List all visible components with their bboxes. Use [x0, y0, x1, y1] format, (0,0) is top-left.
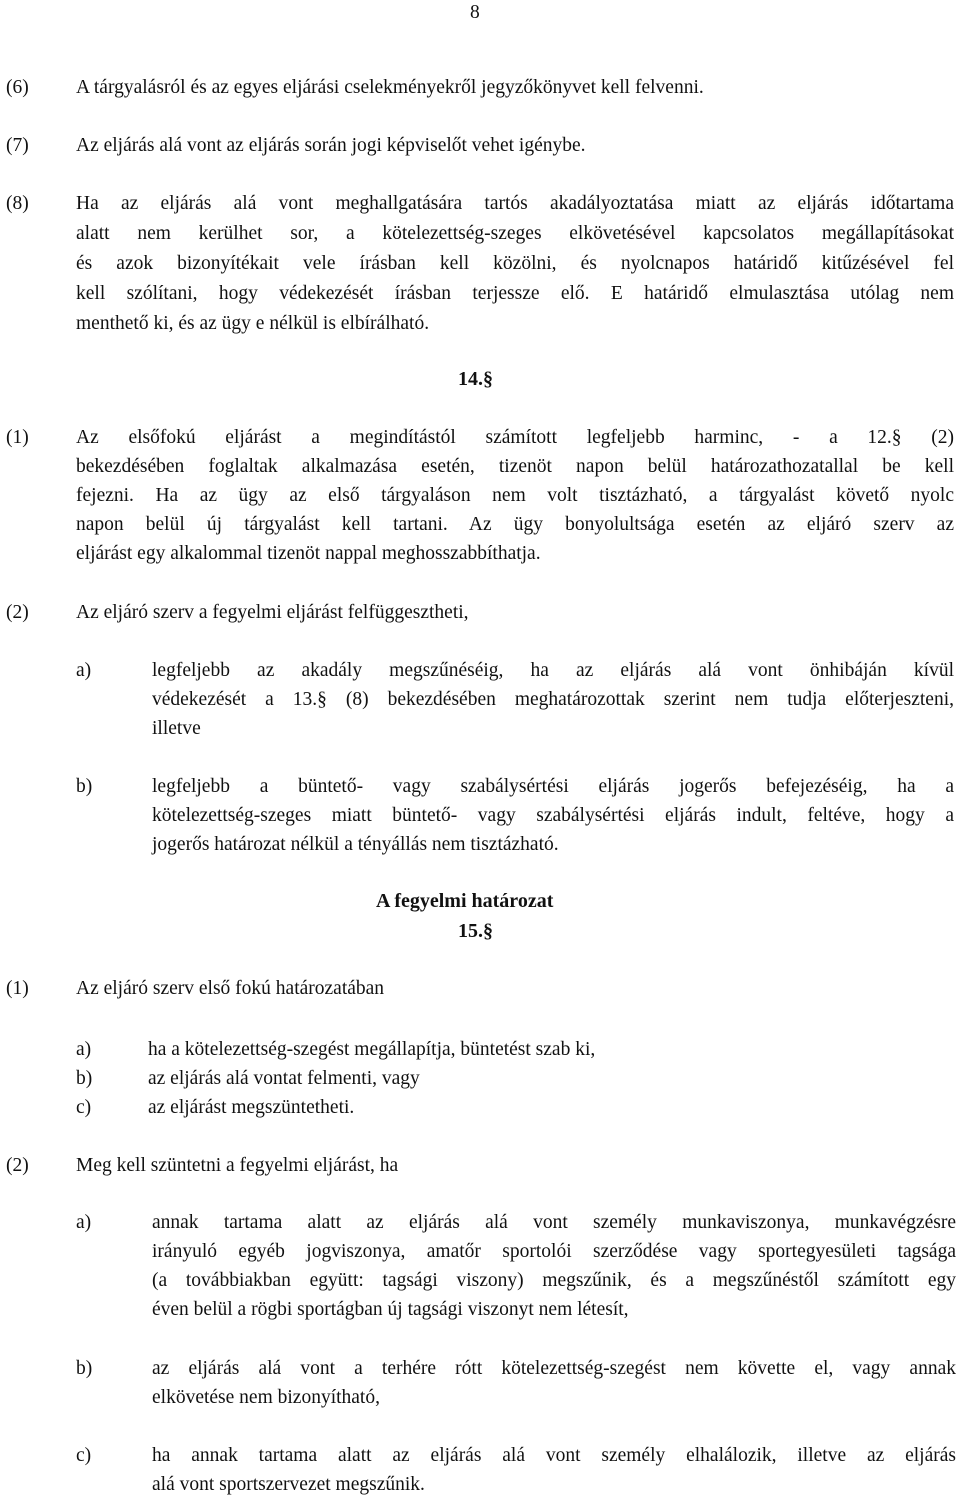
paragraph-number: (6) [6, 77, 29, 98]
section-heading: 15.§ [458, 920, 493, 942]
paragraph-number: (7) [6, 135, 29, 156]
paragraph-text: Meg kell szüntetni a fegyelmi eljárást, ha [76, 1155, 399, 1176]
list-item-line: (a továbbiakban együtt: tagsági viszony) megszűnik, és a megszűnéstől számított egy [152, 1270, 956, 1291]
list-item-line: éven belül a rögbi sportágban új tagsági viszonyt nem létesít, [152, 1299, 629, 1320]
list-item-line: illetve [152, 718, 201, 739]
list-item-label: c) [76, 1097, 92, 1118]
page-number: 8 [470, 2, 480, 23]
list-item-line: jogerős határozat nélkül a tényállás nem tisztázható. [152, 834, 559, 855]
section-heading: 14.§ [458, 368, 493, 390]
paragraph-text: Az eljáró szerv első fokú határozatában [76, 978, 385, 999]
list-item-text: az eljárást megszüntetheti. [148, 1097, 355, 1118]
list-item-label: a) [76, 1212, 92, 1233]
paragraph-text: Az eljáró szerv a fegyelmi eljárást felfüggesztheti, [76, 602, 469, 623]
paragraph-number: (2) [6, 602, 29, 623]
list-item-text: az eljárás alá vontat felmenti, vagy [148, 1068, 420, 1089]
paragraph-text: A tárgyalásról és az egyes eljárási cselekményekről jegyzőkönyvet kell felvenni. [76, 77, 704, 98]
paragraph-line: Ha az eljárás alá vont meghallgatására tartós akadályoztatása miatt az eljárás időtartama [76, 193, 954, 214]
section-title: A fegyelmi határozat [376, 890, 554, 912]
paragraph-line: menthető ki, és az ügy e nélkül is elbírálható. [76, 313, 430, 334]
paragraph-number: (8) [6, 193, 29, 214]
paragraph-line: alatt nem kerülhet sor, a kötelezettség-szeges elkövetésével kapcsolatos megállapításokat [76, 223, 954, 244]
list-item-line: az eljárás alá vont a terhére rótt kötelezettség-szegést nem követte el, vagy annak [152, 1358, 956, 1379]
list-item-label: a) [76, 660, 92, 681]
list-item-label: c) [76, 1445, 92, 1466]
list-item-label: b) [76, 1358, 93, 1379]
paragraph-text: Az eljárás alá vont az eljárás során jogi képviselőt vehet igénybe. [76, 135, 586, 156]
paragraph-number: (1) [6, 427, 29, 448]
paragraph-line: Az elsőfokú eljárást a megindítástól számított legfeljebb harminc, - a 12.§ (2) [76, 427, 954, 448]
list-item-line: alá vont sportszervezet megszűnik. [152, 1474, 425, 1495]
paragraph-line: eljárást egy alkalommal tizenöt nappal meghosszabbíthatja. [76, 543, 541, 564]
list-item-line: legfeljebb a büntető- vagy szabálysértési eljárás jogerős befejezéséig, ha a [152, 776, 954, 797]
list-item-line: irányuló egyéb jogviszonya, amatőr sportolói szerződése vagy sportegyesületi tagsága [152, 1241, 956, 1262]
paragraph-line: kell szólítani, hogy védekezését írásban terjessze elő. E határidő elmulasztása utólag nem [76, 283, 954, 304]
list-item-line: elkövetése nem bizonyítható, [152, 1387, 380, 1408]
list-item-line: védekezését a 13.§ (8) bekezdésében meghatározottak szerint nem tudja előterjeszteni, [152, 689, 954, 710]
list-item-label: b) [76, 1068, 93, 1089]
list-item-line: annak tartama alatt az eljárás alá vont személy munkaviszonya, munkavégzésre [152, 1212, 956, 1233]
list-item-line: legfeljebb az akadály megszűnéséig, ha az eljárás alá vont önhibáján kívül [152, 660, 954, 681]
paragraph-line: fejezni. Ha az ügy az első tárgyaláson nem volt tisztázható, a tárgyalást követő nyolc [76, 485, 954, 506]
list-item-label: b) [76, 776, 93, 797]
paragraph-line: napon belül új tárgyalást kell tartani. Az ügy bonyolultsága esetén az eljáró szerv az [76, 514, 954, 535]
paragraph-line: és azok bizonyítékait vele írásban kell közölni, és nyolcnapos határidő kitűzésével fel [76, 253, 954, 274]
paragraph-number: (2) [6, 1155, 29, 1176]
list-item-label: a) [76, 1039, 92, 1060]
paragraph-line: bekezdésében foglaltak alkalmazása esetén, tizenöt napon belül határozathozatallal be kell [76, 456, 954, 477]
list-item-line: kötelezettség-szeges miatt büntető- vagy szabálysértési eljárás indult, feltéve, hogy a [152, 805, 954, 826]
list-item-text: ha a kötelezettség-szegést megállapítja, büntetést szab ki, [148, 1039, 596, 1060]
list-item-line: ha annak tartama alatt az eljárás alá vont személy elhalálozik, illetve az eljárás [152, 1445, 956, 1466]
paragraph-number: (1) [6, 978, 29, 999]
